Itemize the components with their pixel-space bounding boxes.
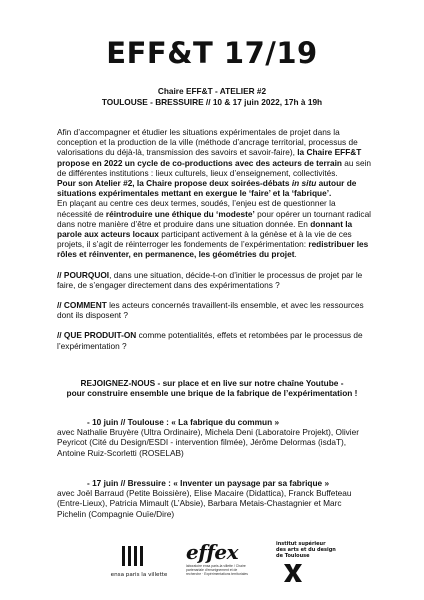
text-run: .: [294, 249, 297, 260]
dates-subtitle: TOULOUSE - BRESSUIRE // 10 & 17 juin 2022, 17h à 19h: [101, 97, 323, 107]
ensa-logo-text: ensa paris la villette: [110, 572, 168, 578]
intro-section: [57, 127, 372, 351]
page-title: EFF&T 17/19: [106, 36, 318, 70]
atelier-subtitle: Chaire EFF&T - ATELIER #2: [157, 86, 267, 96]
effex-wordmark: effex: [186, 540, 239, 564]
effex-logo: [186, 540, 252, 586]
text-run: pour opérer un tournant radical dans notre manière d’être et produire dans une situation donnée. En: [57, 208, 372, 229]
question-pourquoi: [57, 270, 372, 290]
text-run-italic: in situ: [291, 178, 317, 189]
isdat-line-2: des arts et du design: [276, 546, 336, 553]
question-label: // COMMENT: [57, 300, 107, 311]
cta-line-1: REJOIGNEZ-NOUS - sur place et en live sur notre chaîne Youtube -: [80, 378, 344, 388]
text-run: Afin d’accompagner et étudier les situations expérimentales de projet dans la conception et la production de la ville (méthode d’ancrage territorial, processus de valorisations du déjà-là, transmission des savoirs et savoir-faire),: [57, 127, 358, 158]
event-bressuire: [57, 478, 372, 519]
effex-caption: laboratoire ensa paris-la villette / Chaire partenariale d’enseignement et de recherche · Expérimentations territoriales: [186, 564, 248, 576]
question-text: les acteurs concernés travaillent-ils ensemble, et avec les ressources dont ils disposent ?: [57, 300, 364, 321]
ensa-bars-icon: [122, 546, 144, 568]
question-text: comme potentialités, effets et retombées par le processus de l’expérimentation ?: [57, 330, 363, 351]
ensa-logo: [98, 546, 180, 584]
event-speakers: avec Nathalie Bruyère (Ultra Ordinaire), Michela Deni (Laboratoire Projekt), Olivier Peyricot (Cité du Design/ESDI - intervention filmée), Jérôme Delormas (isdaT), Antoine Ruiz-Scorletti (ROSELAB): [57, 427, 360, 458]
event-speakers: avec Joël Barraud (Petite Boissière), Elise Macaire (Didattica), Franck Buffeteau (Entre-Lieux), Patricia Mimault (L’Absie), Barbara Metais-Chastagnier et Marc Pichelin (Compagnie Ouïe/Dire): [57, 488, 352, 519]
cta-line-2: pour construire ensemble une brique de la fabrique de l’expérimentation !: [66, 388, 358, 399]
text-run-bold: autour de situations expérimentales mettant en exergue le ‘faire’ et la ‘fabrique’.: [57, 178, 357, 199]
text-run-bold: la Chaire EFF&T propose en 2022 un cycle de co-productions avec des acteurs de terrain: [57, 147, 362, 168]
text-run: au sein de différentes institutions : lieux culturels, lieux d’enseignement, collectivités.: [57, 157, 372, 178]
event-heading: - 10 juin // Toulouse : « La fabrique du commun »: [87, 417, 280, 427]
isdat-line-3: de Toulouse: [276, 552, 310, 559]
text-run-bold: redistribuer les rôles et réinventer, en permanence, les géométries du projet: [57, 239, 369, 260]
isdat-line-1: institut supérieur: [276, 541, 326, 547]
text-run-bold: réintroduire une éthique du ‘modeste’: [105, 208, 255, 219]
intro-paragraph-2: [57, 178, 372, 198]
event-toulouse: [57, 417, 372, 458]
question-label: // POURQUOI: [57, 269, 110, 280]
intro-paragraph-3: [57, 198, 372, 259]
call-to-action: [50, 378, 374, 398]
partner-logos: [0, 540, 424, 590]
question-text: , dans une situation, décide-t-on d’initier le processus de projet par le faire, de s’engager directement dans des expérimentations ?: [57, 269, 363, 290]
event-heading: - 17 juin // Bressuire : « Inventer un paysage par sa fabrique »: [87, 478, 330, 488]
text-run-bold: Pour son Atelier #2, la Chaire propose deux soirées-débats: [57, 178, 292, 189]
isdat-logo: [276, 542, 362, 586]
text-run: participant activement à la génèse et à la vie de ces projets, il s’agit de réinterroger les fondements de l’expérimentation:: [57, 229, 352, 250]
question-que-produit-on: [57, 330, 372, 350]
isdat-mark-icon: [282, 562, 304, 584]
question-comment: [57, 300, 372, 320]
question-label: // QUE PRODUIT-ON: [57, 330, 137, 341]
intro-paragraph-1: [57, 127, 372, 178]
text-run: En plaçant au centre ces deux termes, soudés, l’enjeu est de questionner la nécessité de: [57, 198, 336, 219]
text-run-bold: donnant la parole aux acteurs locaux: [57, 218, 353, 240]
